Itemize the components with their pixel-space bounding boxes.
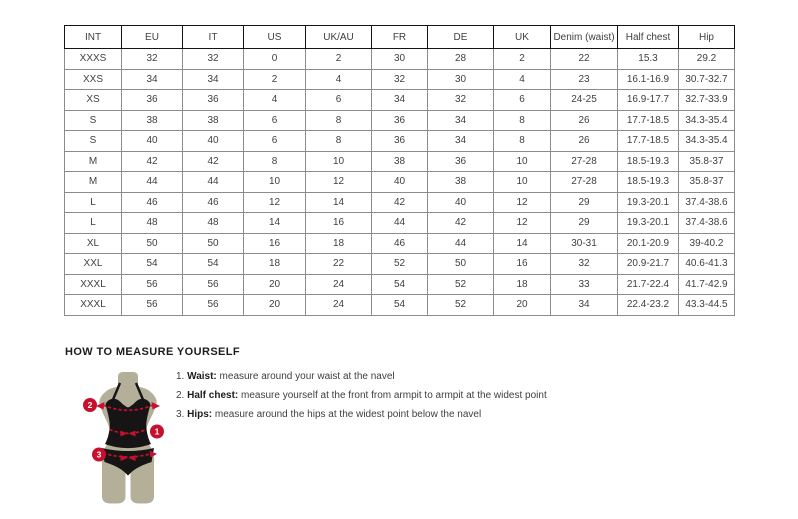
table-cell: 6 [494, 90, 551, 111]
table-cell: 17.7-18.5 [618, 131, 679, 152]
table-cell: 20 [494, 295, 551, 316]
table-cell: 54 [183, 254, 244, 275]
header-cell: Half chest [618, 26, 679, 49]
table-cell: 16 [494, 254, 551, 275]
table-cell: XXS [65, 69, 122, 90]
table-cell: 44 [428, 233, 494, 254]
table-cell: 42 [428, 213, 494, 234]
table-cell: 44 [372, 213, 428, 234]
table-cell: 10 [306, 151, 372, 172]
header-cell: EU [122, 26, 183, 49]
table-cell: 48 [183, 213, 244, 234]
table-cell: 39-40.2 [679, 233, 735, 254]
table-cell: 15.3 [618, 49, 679, 70]
table-cell: 32 [551, 254, 618, 275]
table-cell: 28 [428, 49, 494, 70]
table-cell: 24-25 [551, 90, 618, 111]
table-cell: 56 [122, 295, 183, 316]
table-cell: XS [65, 90, 122, 111]
table-cell: 40.6-41.3 [679, 254, 735, 275]
table-cell: 40 [372, 172, 428, 193]
table-cell: 42 [122, 151, 183, 172]
table-cell: 54 [372, 295, 428, 316]
table-cell: 32 [183, 49, 244, 70]
header-cell: Denim (waist) [551, 26, 618, 49]
header-cell: IT [183, 26, 244, 49]
table-cell: 40 [428, 192, 494, 213]
table-cell: 18 [244, 254, 306, 275]
header-cell: UK [494, 26, 551, 49]
table-row [65, 213, 735, 234]
table-cell: 16.1-16.9 [618, 69, 679, 90]
size-chart-header-row [65, 26, 735, 49]
table-row [65, 49, 735, 70]
table-cell: 35.8-37 [679, 172, 735, 193]
table-cell: 36 [183, 90, 244, 111]
header-cell: FR [372, 26, 428, 49]
table-cell: 36 [428, 151, 494, 172]
table-cell: 30 [372, 49, 428, 70]
table-cell: L [65, 213, 122, 234]
table-row [65, 110, 735, 131]
table-cell: 4 [244, 90, 306, 111]
table-row [65, 172, 735, 193]
table-cell: 36 [122, 90, 183, 111]
table-row [65, 274, 735, 295]
table-cell: 46 [122, 192, 183, 213]
table-cell: S [65, 131, 122, 152]
header-cell: UK/AU [306, 26, 372, 49]
table-cell: 24 [306, 274, 372, 295]
table-cell: 34 [122, 69, 183, 90]
table-cell: 34 [183, 69, 244, 90]
table-cell: 18 [494, 274, 551, 295]
table-cell: 19.3-20.1 [618, 192, 679, 213]
table-cell: 30-31 [551, 233, 618, 254]
size-chart-header [65, 26, 735, 49]
table-cell: 22.4-23.2 [618, 295, 679, 316]
table-row [65, 69, 735, 90]
waist-marker-number: 1 [154, 426, 160, 437]
table-cell: 20.1-20.9 [618, 233, 679, 254]
table-cell: 32 [428, 90, 494, 111]
header-cell: DE [428, 26, 494, 49]
measure-steps [176, 372, 547, 429]
table-row [65, 295, 735, 316]
table-cell: 8 [306, 110, 372, 131]
table-cell: 29.2 [679, 49, 735, 70]
table-cell: 19.3-20.1 [618, 213, 679, 234]
table-cell: 30 [428, 69, 494, 90]
table-cell: 40 [122, 131, 183, 152]
table-cell: 8 [306, 131, 372, 152]
table-cell: 52 [428, 274, 494, 295]
table-cell: 34 [428, 131, 494, 152]
table-cell: 37.4-38.6 [679, 192, 735, 213]
mannequin-illustration [78, 370, 178, 510]
step-text: measure yourself at the front from armpit to armpit at the widest point [241, 390, 547, 401]
table-cell: 26 [551, 110, 618, 131]
table-cell: 18.5-19.3 [618, 172, 679, 193]
table-cell: 27-28 [551, 151, 618, 172]
table-cell: XXXL [65, 295, 122, 316]
half-chest-marker-number: 2 [87, 400, 93, 410]
table-cell: 23 [551, 69, 618, 90]
table-row [65, 254, 735, 275]
step-label: Half chest: [187, 390, 239, 401]
table-cell: 22 [551, 49, 618, 70]
table-cell: 14 [494, 233, 551, 254]
table-cell: 36 [372, 131, 428, 152]
table-cell: 54 [372, 274, 428, 295]
step-text: measure around the hips at the widest point below the navel [214, 409, 482, 420]
table-cell: 12 [494, 192, 551, 213]
step-text: measure around your waist at the navel [219, 371, 395, 382]
table-cell: 6 [306, 90, 372, 111]
table-cell: 34.3-35.4 [679, 110, 735, 131]
table-cell: 33 [551, 274, 618, 295]
table-cell: 20.9-21.7 [618, 254, 679, 275]
table-cell: 54 [122, 254, 183, 275]
table-cell: 18 [306, 233, 372, 254]
table-cell: 48 [122, 213, 183, 234]
table-cell: 10 [244, 172, 306, 193]
table-cell: 38 [372, 151, 428, 172]
table-cell: XL [65, 233, 122, 254]
table-cell: 0 [244, 49, 306, 70]
table-cell: 42 [183, 151, 244, 172]
measure-step [176, 372, 547, 382]
measure-step [176, 391, 547, 401]
measure-step [176, 410, 547, 420]
table-cell: 29 [551, 213, 618, 234]
table-cell: 38 [183, 110, 244, 131]
header-cell: US [244, 26, 306, 49]
table-cell: 40 [183, 131, 244, 152]
table-cell: XXL [65, 254, 122, 275]
table-cell: 4 [494, 69, 551, 90]
table-cell: 46 [372, 233, 428, 254]
table-row [65, 131, 735, 152]
table-cell: 36 [372, 110, 428, 131]
table-cell: 32 [122, 49, 183, 70]
table-row [65, 90, 735, 111]
table-row [65, 233, 735, 254]
table-cell: 24 [306, 295, 372, 316]
table-cell: S [65, 110, 122, 131]
table-cell: 29 [551, 192, 618, 213]
table-cell: 30.7-32.7 [679, 69, 735, 90]
table-cell: 2 [306, 49, 372, 70]
table-cell: 38 [122, 110, 183, 131]
table-cell: 18.5-19.3 [618, 151, 679, 172]
table-cell: 2 [244, 69, 306, 90]
table-cell: 56 [122, 274, 183, 295]
table-cell: 22 [306, 254, 372, 275]
table-cell: 34 [551, 295, 618, 316]
table-cell: 44 [183, 172, 244, 193]
table-cell: 12 [244, 192, 306, 213]
table-cell: 44 [122, 172, 183, 193]
table-cell: 8 [244, 151, 306, 172]
table-cell: M [65, 151, 122, 172]
table-cell: 4 [306, 69, 372, 90]
step-label: Hips: [187, 409, 213, 420]
table-cell: 21.7-22.4 [618, 274, 679, 295]
step-number: 1. [176, 371, 185, 382]
header-cell: Hip [679, 26, 735, 49]
table-cell: 34 [372, 90, 428, 111]
table-cell: 14 [306, 192, 372, 213]
table-cell: 6 [244, 131, 306, 152]
table-cell: 56 [183, 295, 244, 316]
table-cell: 35.8-37 [679, 151, 735, 172]
table-cell: XXXL [65, 274, 122, 295]
table-row [65, 192, 735, 213]
table-row [65, 151, 735, 172]
table-cell: 50 [428, 254, 494, 275]
table-cell: 20 [244, 274, 306, 295]
table-cell: XXXS [65, 49, 122, 70]
step-number: 2. [176, 390, 185, 401]
table-cell: 32 [372, 69, 428, 90]
table-cell: 16 [244, 233, 306, 254]
table-cell: 38 [428, 172, 494, 193]
table-cell: 32.7-33.9 [679, 90, 735, 111]
table-cell: 52 [428, 295, 494, 316]
table-cell: 12 [494, 213, 551, 234]
table-cell: 17.7-18.5 [618, 110, 679, 131]
table-cell: 8 [494, 131, 551, 152]
table-cell: 16.9-17.7 [618, 90, 679, 111]
table-cell: 16 [306, 213, 372, 234]
table-cell: 6 [244, 110, 306, 131]
table-cell: 8 [494, 110, 551, 131]
measure-section-title: HOW TO MEASURE YOURSELF [65, 346, 241, 358]
table-cell: 2 [494, 49, 551, 70]
table-cell: 46 [183, 192, 244, 213]
table-cell: 41.7-42.9 [679, 274, 735, 295]
table-cell: 37.4-38.6 [679, 213, 735, 234]
table-cell: 12 [306, 172, 372, 193]
measurement-figure [78, 370, 178, 510]
table-cell: L [65, 192, 122, 213]
table-cell: 50 [183, 233, 244, 254]
hips-marker-number: 3 [96, 449, 102, 460]
table-cell: 56 [183, 274, 244, 295]
table-cell: M [65, 172, 122, 193]
table-cell: 34.3-35.4 [679, 131, 735, 152]
table-cell: 34 [428, 110, 494, 131]
header-cell: INT [65, 26, 122, 49]
table-cell: 10 [494, 151, 551, 172]
size-chart-body [65, 49, 735, 316]
table-cell: 10 [494, 172, 551, 193]
table-cell: 26 [551, 131, 618, 152]
table-cell: 50 [122, 233, 183, 254]
table-cell: 20 [244, 295, 306, 316]
table-cell: 27-28 [551, 172, 618, 193]
size-chart-table [64, 25, 735, 316]
step-label: Waist: [187, 371, 217, 382]
table-cell: 42 [372, 192, 428, 213]
table-cell: 52 [372, 254, 428, 275]
step-number: 3. [176, 409, 185, 420]
table-cell: 14 [244, 213, 306, 234]
table-cell: 43.3-44.5 [679, 295, 735, 316]
